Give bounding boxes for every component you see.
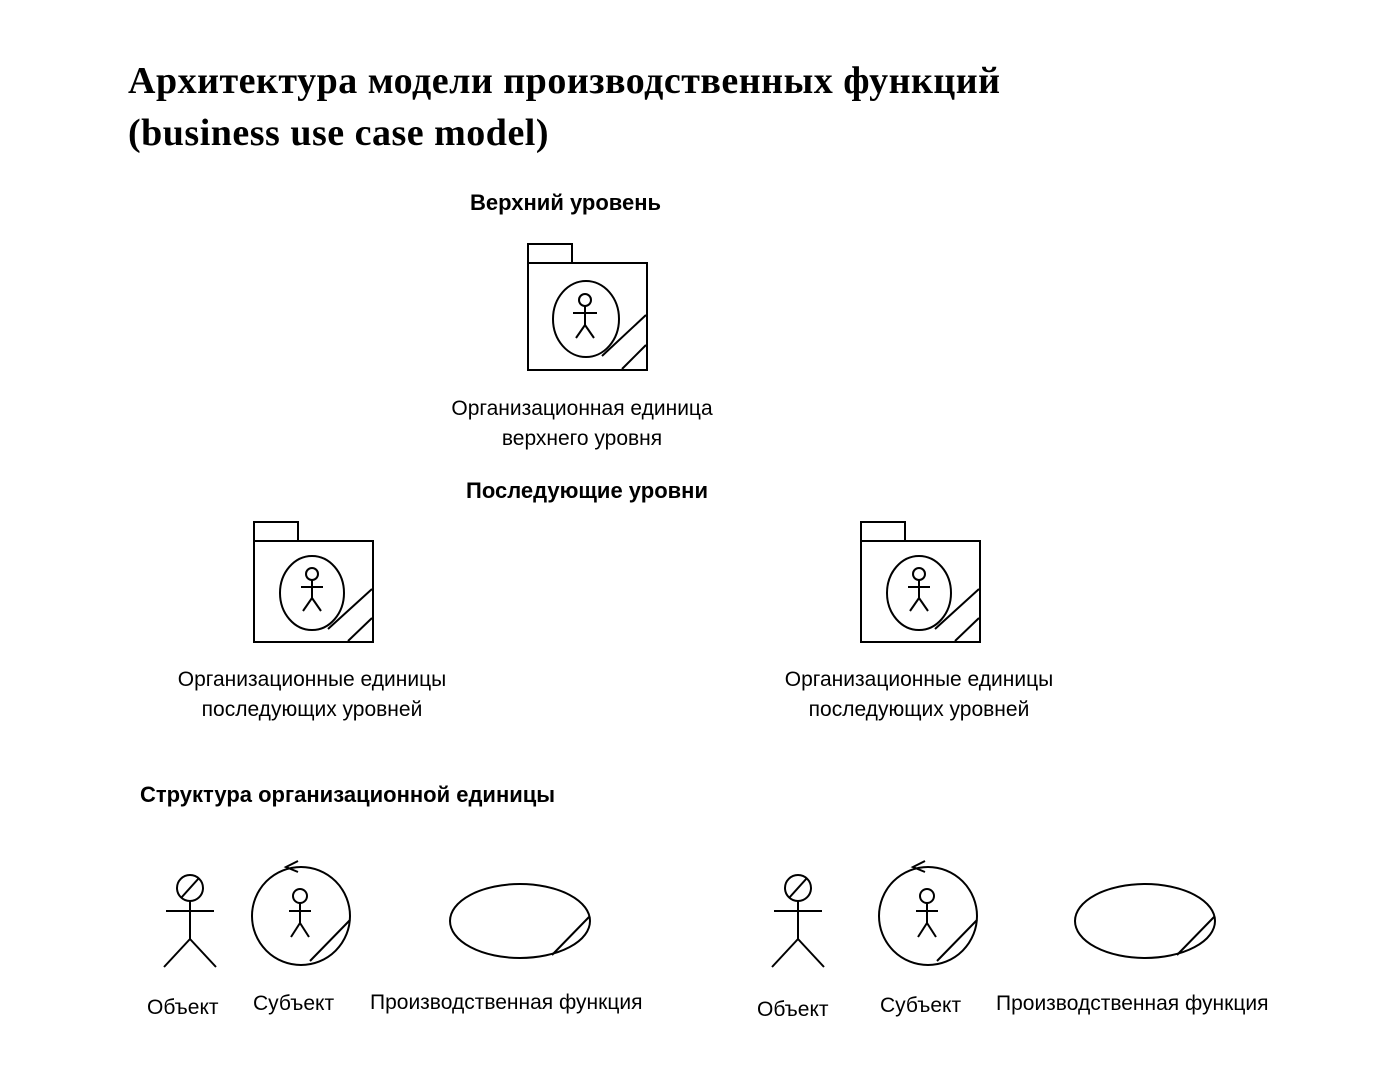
function-label: Производственная функция: [996, 992, 1269, 1015]
object-label: Объект: [147, 996, 219, 1019]
structure-heading: Структура организационной единицы: [140, 782, 556, 807]
business-actor-icon: [250, 862, 354, 968]
top-level-heading: Верхний уровень: [470, 190, 662, 215]
subject-label: Субъект: [880, 994, 962, 1017]
business-use-case-icon: [1074, 883, 1220, 963]
caption-line: последующих уровней: [201, 698, 423, 721]
object-label: Объект: [757, 998, 829, 1021]
subject-label: Субъект: [253, 992, 335, 1015]
business-unit-package-icon: [253, 521, 375, 645]
caption-line: Организационная единица: [451, 397, 713, 420]
sub-level-caption-right: [785, 665, 1053, 725]
caption-line: Организационные единицы: [177, 668, 447, 691]
caption-line: верхнего уровня: [501, 427, 663, 450]
function-label: Производственная функция: [370, 991, 643, 1014]
business-worker-icon: [160, 873, 220, 971]
sub-levels-heading: Последующие уровни: [466, 478, 708, 503]
business-unit-package-icon: [860, 521, 982, 645]
top-level-caption: [451, 394, 712, 454]
sub-level-caption-left: [178, 665, 446, 725]
business-worker-icon: [768, 873, 828, 971]
caption-line: Организационные единицы: [784, 668, 1054, 691]
business-actor-icon: [877, 862, 981, 968]
page-title-line2: (business use case model): [128, 112, 550, 154]
business-use-case-icon: [449, 883, 595, 963]
page-title-line1: Архитектура модели производственных функций: [128, 60, 1001, 102]
business-unit-package-icon: [527, 243, 649, 373]
caption-line: последующих уровней: [808, 698, 1030, 721]
